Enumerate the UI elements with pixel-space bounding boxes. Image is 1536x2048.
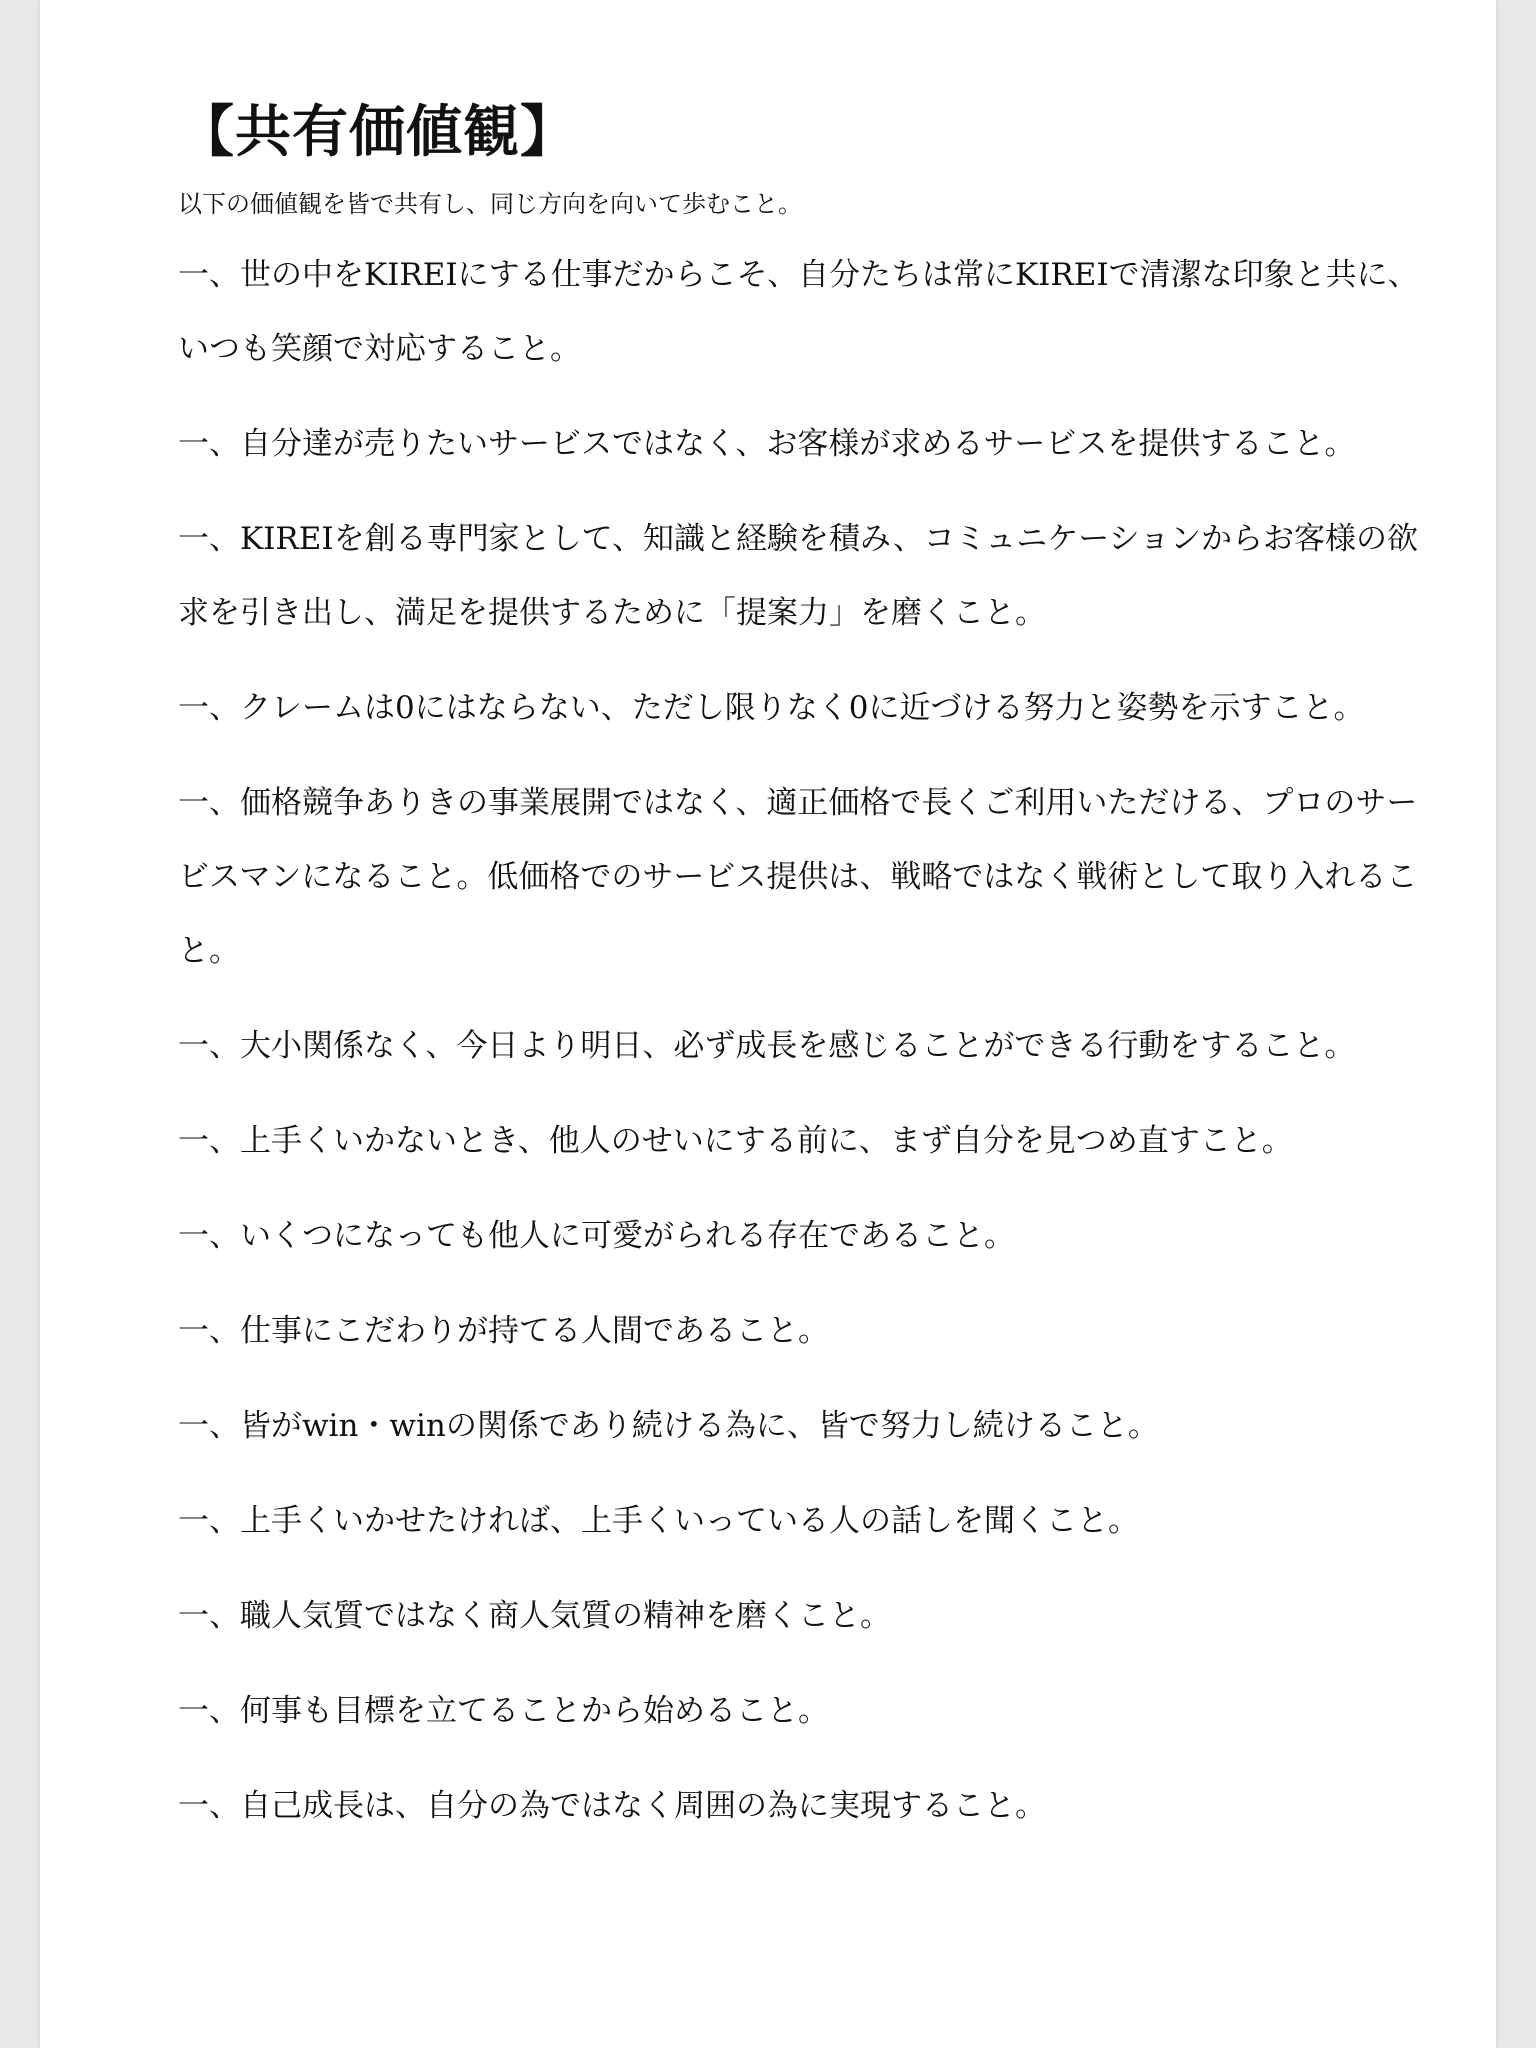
value-item: 一、クレームは0にはならない、ただし限りなく0に近づける努力と姿勢を示すこと。 bbox=[178, 690, 1365, 726]
value-item: 一、上手くいかないとき、他人のせいにする前に、まず自分を見つめ直すこと。 bbox=[178, 1123, 1293, 1159]
value-item: 一、KIREIを創る専門家として、知識と経験を積み、コミュニケーションからお客様の欲求を引き出し、満足を提供するために「提案力」を磨くこと。 bbox=[178, 521, 1418, 631]
value-item: 一、何事も目標を立てることから始めること。 bbox=[178, 1693, 829, 1729]
document-content bbox=[178, 92, 1440, 1864]
value-item: 一、皆がwin・winの関係であり続ける為に、皆で努力し続けること。 bbox=[178, 1408, 1159, 1444]
page-subtitle: 以下の価値観を皆で共有し、同じ方向を向いて歩むこと。 bbox=[178, 190, 802, 218]
value-item: 一、上手くいかせたければ、上手くいっている人の話しを聞くこと。 bbox=[178, 1503, 1139, 1539]
value-item: 一、大小関係なく、今日より明日、必ず成長を感じることができる行動をすること。 bbox=[178, 1028, 1356, 1064]
document-page bbox=[40, 0, 1496, 2048]
page-title: 【共有価値観】 bbox=[178, 99, 577, 165]
value-item: 一、価格競争ありきの事業展開ではなく、適正価格で長くご利用いただける、プロのサービスマンになること。低価格でのサービス提供は、戦略ではなく戦術として取り入れること。 bbox=[178, 785, 1418, 969]
value-item: 一、いくつになっても他人に可愛がられる存在であること。 bbox=[178, 1218, 1015, 1254]
value-item: 一、自己成長は、自分の為ではなく周囲の為に実現すること。 bbox=[178, 1788, 1046, 1824]
value-item: 一、世の中をKIREIにする仕事だからこそ、自分たちは常にKIREIで清潔な印象と共に、いつも笑顔で対応すること。 bbox=[178, 257, 1419, 367]
value-item: 一、職人気質ではなく商人気質の精神を磨くこと。 bbox=[178, 1598, 891, 1634]
value-item: 一、仕事にこだわりが持てる人間であること。 bbox=[178, 1313, 829, 1349]
value-list bbox=[178, 238, 1440, 1843]
value-item: 一、自分達が売りたいサービスではなく、お客様が求めるサービスを提供すること。 bbox=[178, 426, 1356, 462]
